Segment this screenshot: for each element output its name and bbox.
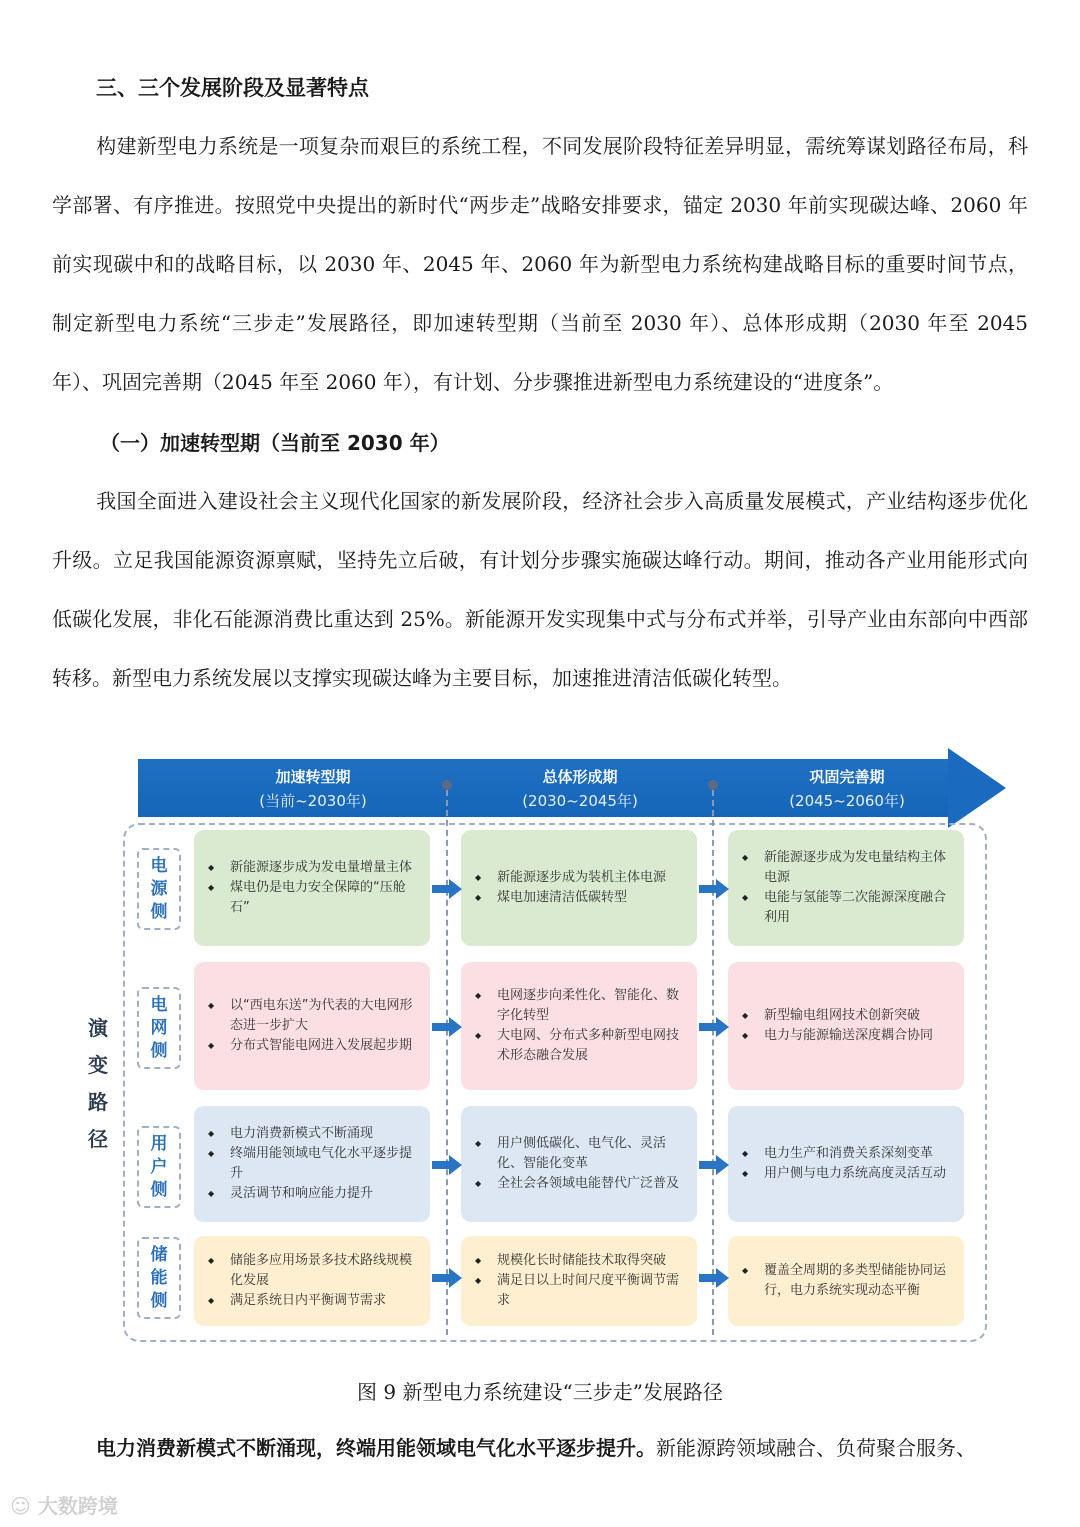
right-arrow-icon (699, 879, 729, 899)
phase-title: 总体形成期 (542, 768, 618, 786)
timeline-dot (442, 780, 452, 790)
right-arrow-icon (432, 879, 462, 899)
phase-3 (712, 759, 982, 817)
section-heading: 三、三个发展阶段及显著特点 (96, 76, 369, 100)
row-label-power-source: 电 源 侧 (137, 848, 181, 930)
list-item: ◆ 储能多应用场景多技术路线规模化发展 (208, 1251, 420, 1291)
list-item: ◆ 满足系统日内平衡调节需求 (208, 1291, 420, 1311)
list-item: ◆ 电网逐步向柔性化、智能化、数字化转型 (475, 986, 687, 1026)
cell-user-phase3 (728, 1106, 964, 1222)
list-item: ◆ 灵活调节和响应能力提升 (208, 1184, 420, 1204)
cell-source-phase3 (728, 830, 964, 946)
watermark-logo: ☺︎ 大数跨境 (10, 1494, 118, 1518)
row-label-user: 用 户 侧 (137, 1126, 181, 1208)
subheading-1: （一）加速转型期（当前至 2030 年） (100, 431, 450, 455)
list-item: ◆ 新能源逐步成为发电量增量主体 (208, 858, 420, 878)
list-item: ◆ 覆盖全周期的多类型储能协同运行，电力系统实现动态平衡 (742, 1261, 954, 1301)
list-item: ◆ 以“西电东送”为代表的大电网形态进一步扩大 (208, 996, 420, 1036)
phase-title: 加速转型期 (275, 768, 351, 786)
list-item: ◆ 大电网、分布式多种新型电网技术形态融合发展 (475, 1026, 687, 1066)
cell-grid-phase2 (461, 962, 697, 1090)
right-arrow-icon (699, 1155, 729, 1175)
cell-source-phase2 (461, 830, 697, 946)
list-item: ◆ 电力与能源输送深度耦合协同 (742, 1026, 954, 1046)
phase-2 (446, 759, 714, 817)
list-item: ◆ 新能源逐步成为发电量结构主体电源 (742, 848, 954, 888)
cell-grid-phase3 (728, 962, 964, 1090)
cell-source-phase1 (194, 830, 430, 946)
figure-caption: 图 9 新型电力系统建设“三步走”发展路径 (357, 1380, 723, 1404)
phase-range: (2045~2060年) (789, 792, 905, 810)
right-arrow-icon (699, 1268, 729, 1288)
phase-range: (当前~2030年) (259, 792, 367, 810)
list-item: ◆ 终端用能领域电气化水平逐步提升 (208, 1144, 420, 1184)
paragraph-3: 电力消费新模式不断涌现，终端用能领域电气化水平逐步提升。新能源跨领域融合、负荷聚合服务、 (96, 1436, 976, 1460)
list-item: ◆ 煤电加速清洁低碳转型 (475, 888, 687, 908)
timeline-dot (708, 780, 718, 790)
list-item: ◆ 煤电仍是电力安全保障的“压舱石” (208, 878, 420, 918)
roadmap-figure (80, 740, 1020, 1350)
cell-storage-phase1 (194, 1236, 430, 1326)
cell-grid-phase1 (194, 962, 430, 1090)
list-item: ◆ 新型输电组网技术创新突破 (742, 1006, 954, 1026)
right-arrow-icon (432, 1017, 462, 1037)
list-item: ◆ 满足日以上时间尺度平衡调节需求 (475, 1271, 687, 1311)
weibo-icon: ☺︎ (10, 1494, 31, 1518)
right-arrow-icon (432, 1155, 462, 1175)
list-item: ◆ 全社会各领域电能替代广泛普及 (475, 1174, 687, 1194)
cell-storage-phase2 (461, 1236, 697, 1326)
list-item: ◆ 用户侧低碳化、电气化、灵活化、智能化变革 (475, 1134, 687, 1174)
cell-user-phase1 (194, 1106, 430, 1222)
phase-title: 巩固完善期 (809, 768, 885, 786)
cell-user-phase2 (461, 1106, 697, 1222)
list-item: ◆ 新能源逐步成为装机主体电源 (475, 868, 687, 888)
row-label-grid: 电 网 侧 (137, 987, 181, 1069)
divider-line (446, 780, 448, 1335)
phase-1 (178, 759, 448, 817)
list-item: ◆ 分布式智能电网进入发展起步期 (208, 1036, 420, 1056)
cell-storage-phase3 (728, 1236, 964, 1326)
paragraph-2: 我国全面进入建设社会主义现代化国家的新发展阶段，经济社会步入高质量发展模式，产业结构逐步优化升级。立足我国能源资源禀赋，坚持先立后破，有计划分步骤实施碳达峰行动。期间，推动各产业用能形式向低碳化发展，非化石能源消费比重达到 25%。新能源开发实现集中式与分布式并举，引导产业由东部向中西部转移。新型电力系统发展以支撑实现碳达峰为主要目标，加速推进清洁低碳化转型。 (52, 489, 1028, 690)
row-label-storage: 储 能 侧 (137, 1237, 181, 1319)
list-item: ◆ 用户侧与电力系统高度灵活互动 (742, 1164, 954, 1184)
divider-line (712, 780, 714, 1335)
right-arrow-icon (699, 1017, 729, 1037)
list-item: ◆ 电力生产和消费关系深刻变革 (742, 1144, 954, 1164)
evolution-path-label: 演 变 路 径 (88, 1016, 108, 1151)
list-item: ◆ 电能与氢能等二次能源深度融合利用 (742, 888, 954, 928)
paragraph-1: 构建新型电力系统是一项复杂而艰巨的系统工程，不同发展阶段特征差异明显，需统筹谋划路径布局，科学部署、有序推进。按照党中央提出的新时代“两步走”战略安排要求，锚定 2030 年前实现碳达峰、2060 年前实现碳中和的战略目标，以 2030 年、2045 年、2060 年为新型电力系统构建战略目标的重要时间节点，制定新型电力系统“三步走”发展路径，即加速转型期（当前至 2030 年）、总体形成期（2030 年至 2045 年）、巩固完善期（2045 年至 2060 年），有计划、分步骤推进新型电力系统建设的“进度条”。 (52, 134, 1028, 394)
list-item: ◆ 电力消费新模式不断涌现 (208, 1124, 420, 1144)
right-arrow-icon (432, 1268, 462, 1288)
list-item: ◆ 规模化长时储能技术取得突破 (475, 1251, 687, 1271)
phase-range: (2030~2045年) (522, 792, 638, 810)
